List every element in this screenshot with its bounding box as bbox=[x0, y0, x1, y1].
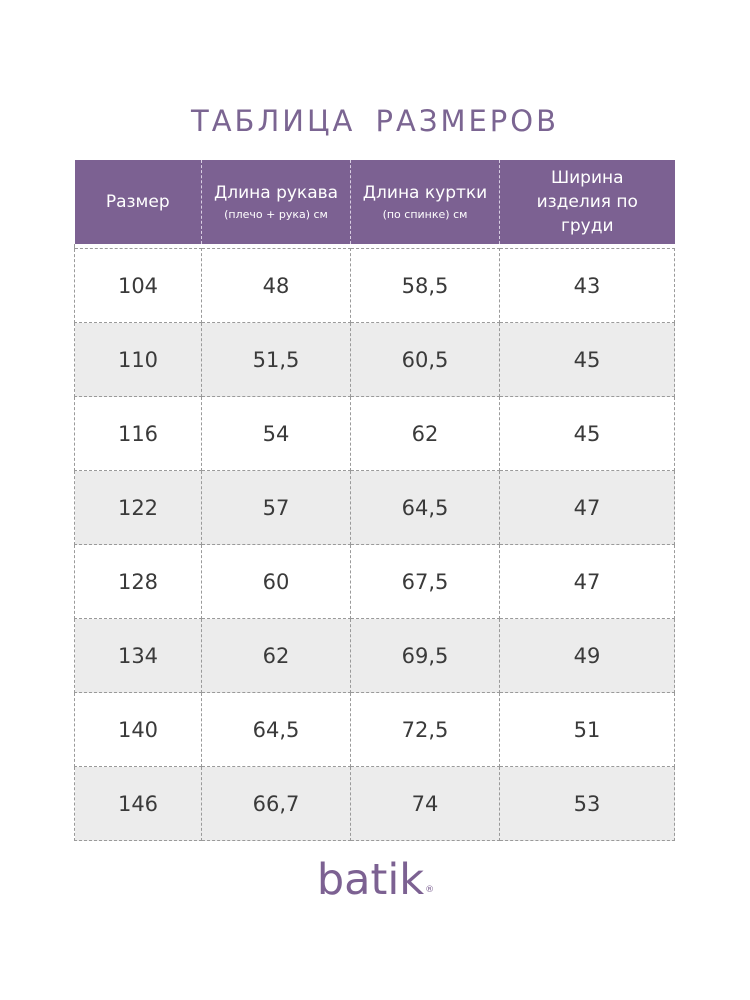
table-cell: 49 bbox=[500, 619, 675, 693]
table-cell: 66,7 bbox=[202, 767, 351, 841]
table-cell: 146 bbox=[75, 767, 202, 841]
table-cell: 54 bbox=[202, 397, 351, 471]
table-cell: 122 bbox=[75, 471, 202, 545]
table-cell: 47 bbox=[500, 471, 675, 545]
table-cell: 64,5 bbox=[351, 471, 500, 545]
table-row bbox=[75, 249, 675, 323]
table-cell: 64,5 bbox=[202, 693, 351, 767]
table-cell: 134 bbox=[75, 619, 202, 693]
table-cell: 104 bbox=[75, 249, 202, 323]
table-row bbox=[75, 471, 675, 545]
brand-logo bbox=[0, 852, 750, 908]
column-header-sublabel: (плечо + рука) см bbox=[224, 208, 328, 221]
table-cell: 116 bbox=[75, 397, 202, 471]
table-cell: 67,5 bbox=[351, 545, 500, 619]
column-header-label: Размер bbox=[105, 192, 170, 212]
table-row bbox=[75, 619, 675, 693]
table-row bbox=[75, 767, 675, 841]
column-header-sublabel: (по спинке) см bbox=[382, 208, 468, 221]
table-row bbox=[75, 545, 675, 619]
table-cell: 69,5 bbox=[351, 619, 500, 693]
table-cell: 72,5 bbox=[351, 693, 500, 767]
table-cell: 48 bbox=[202, 249, 351, 323]
table-cell: 43 bbox=[500, 249, 675, 323]
table-cell: 140 bbox=[75, 693, 202, 767]
column-header-size bbox=[75, 160, 202, 244]
table-row bbox=[75, 397, 675, 471]
table-header bbox=[75, 160, 675, 249]
table-cell: 60 bbox=[202, 545, 351, 619]
brand-name: batik bbox=[316, 855, 425, 905]
table-cell: 60,5 bbox=[351, 323, 500, 397]
table-cell: 57 bbox=[202, 471, 351, 545]
column-header-label: Ширина изделия по груди bbox=[536, 168, 638, 236]
table-cell: 62 bbox=[202, 619, 351, 693]
column-header-label: Длина куртки bbox=[362, 183, 488, 203]
table-cell: 51,5 bbox=[202, 323, 351, 397]
table-cell: 58,5 bbox=[351, 249, 500, 323]
table-cell: 45 bbox=[500, 397, 675, 471]
table-row bbox=[75, 323, 675, 397]
table-cell: 53 bbox=[500, 767, 675, 841]
table-row bbox=[75, 693, 675, 767]
column-header-chest-width bbox=[500, 160, 675, 244]
table-cell: 45 bbox=[500, 323, 675, 397]
column-header-jacket-length bbox=[351, 160, 500, 244]
registered-mark: ® bbox=[425, 885, 435, 895]
table-cell: 74 bbox=[351, 767, 500, 841]
table-cell: 128 bbox=[75, 545, 202, 619]
column-header-sleeve-length bbox=[202, 160, 351, 244]
table-body bbox=[75, 249, 675, 841]
table-cell: 51 bbox=[500, 693, 675, 767]
size-table bbox=[74, 160, 675, 841]
column-header-label: Длина рукава bbox=[213, 183, 339, 203]
page-title: ТАБЛИЦА РАЗМЕРОВ bbox=[191, 104, 559, 138]
table-cell: 47 bbox=[500, 545, 675, 619]
table-cell: 110 bbox=[75, 323, 202, 397]
table-cell: 62 bbox=[351, 397, 500, 471]
